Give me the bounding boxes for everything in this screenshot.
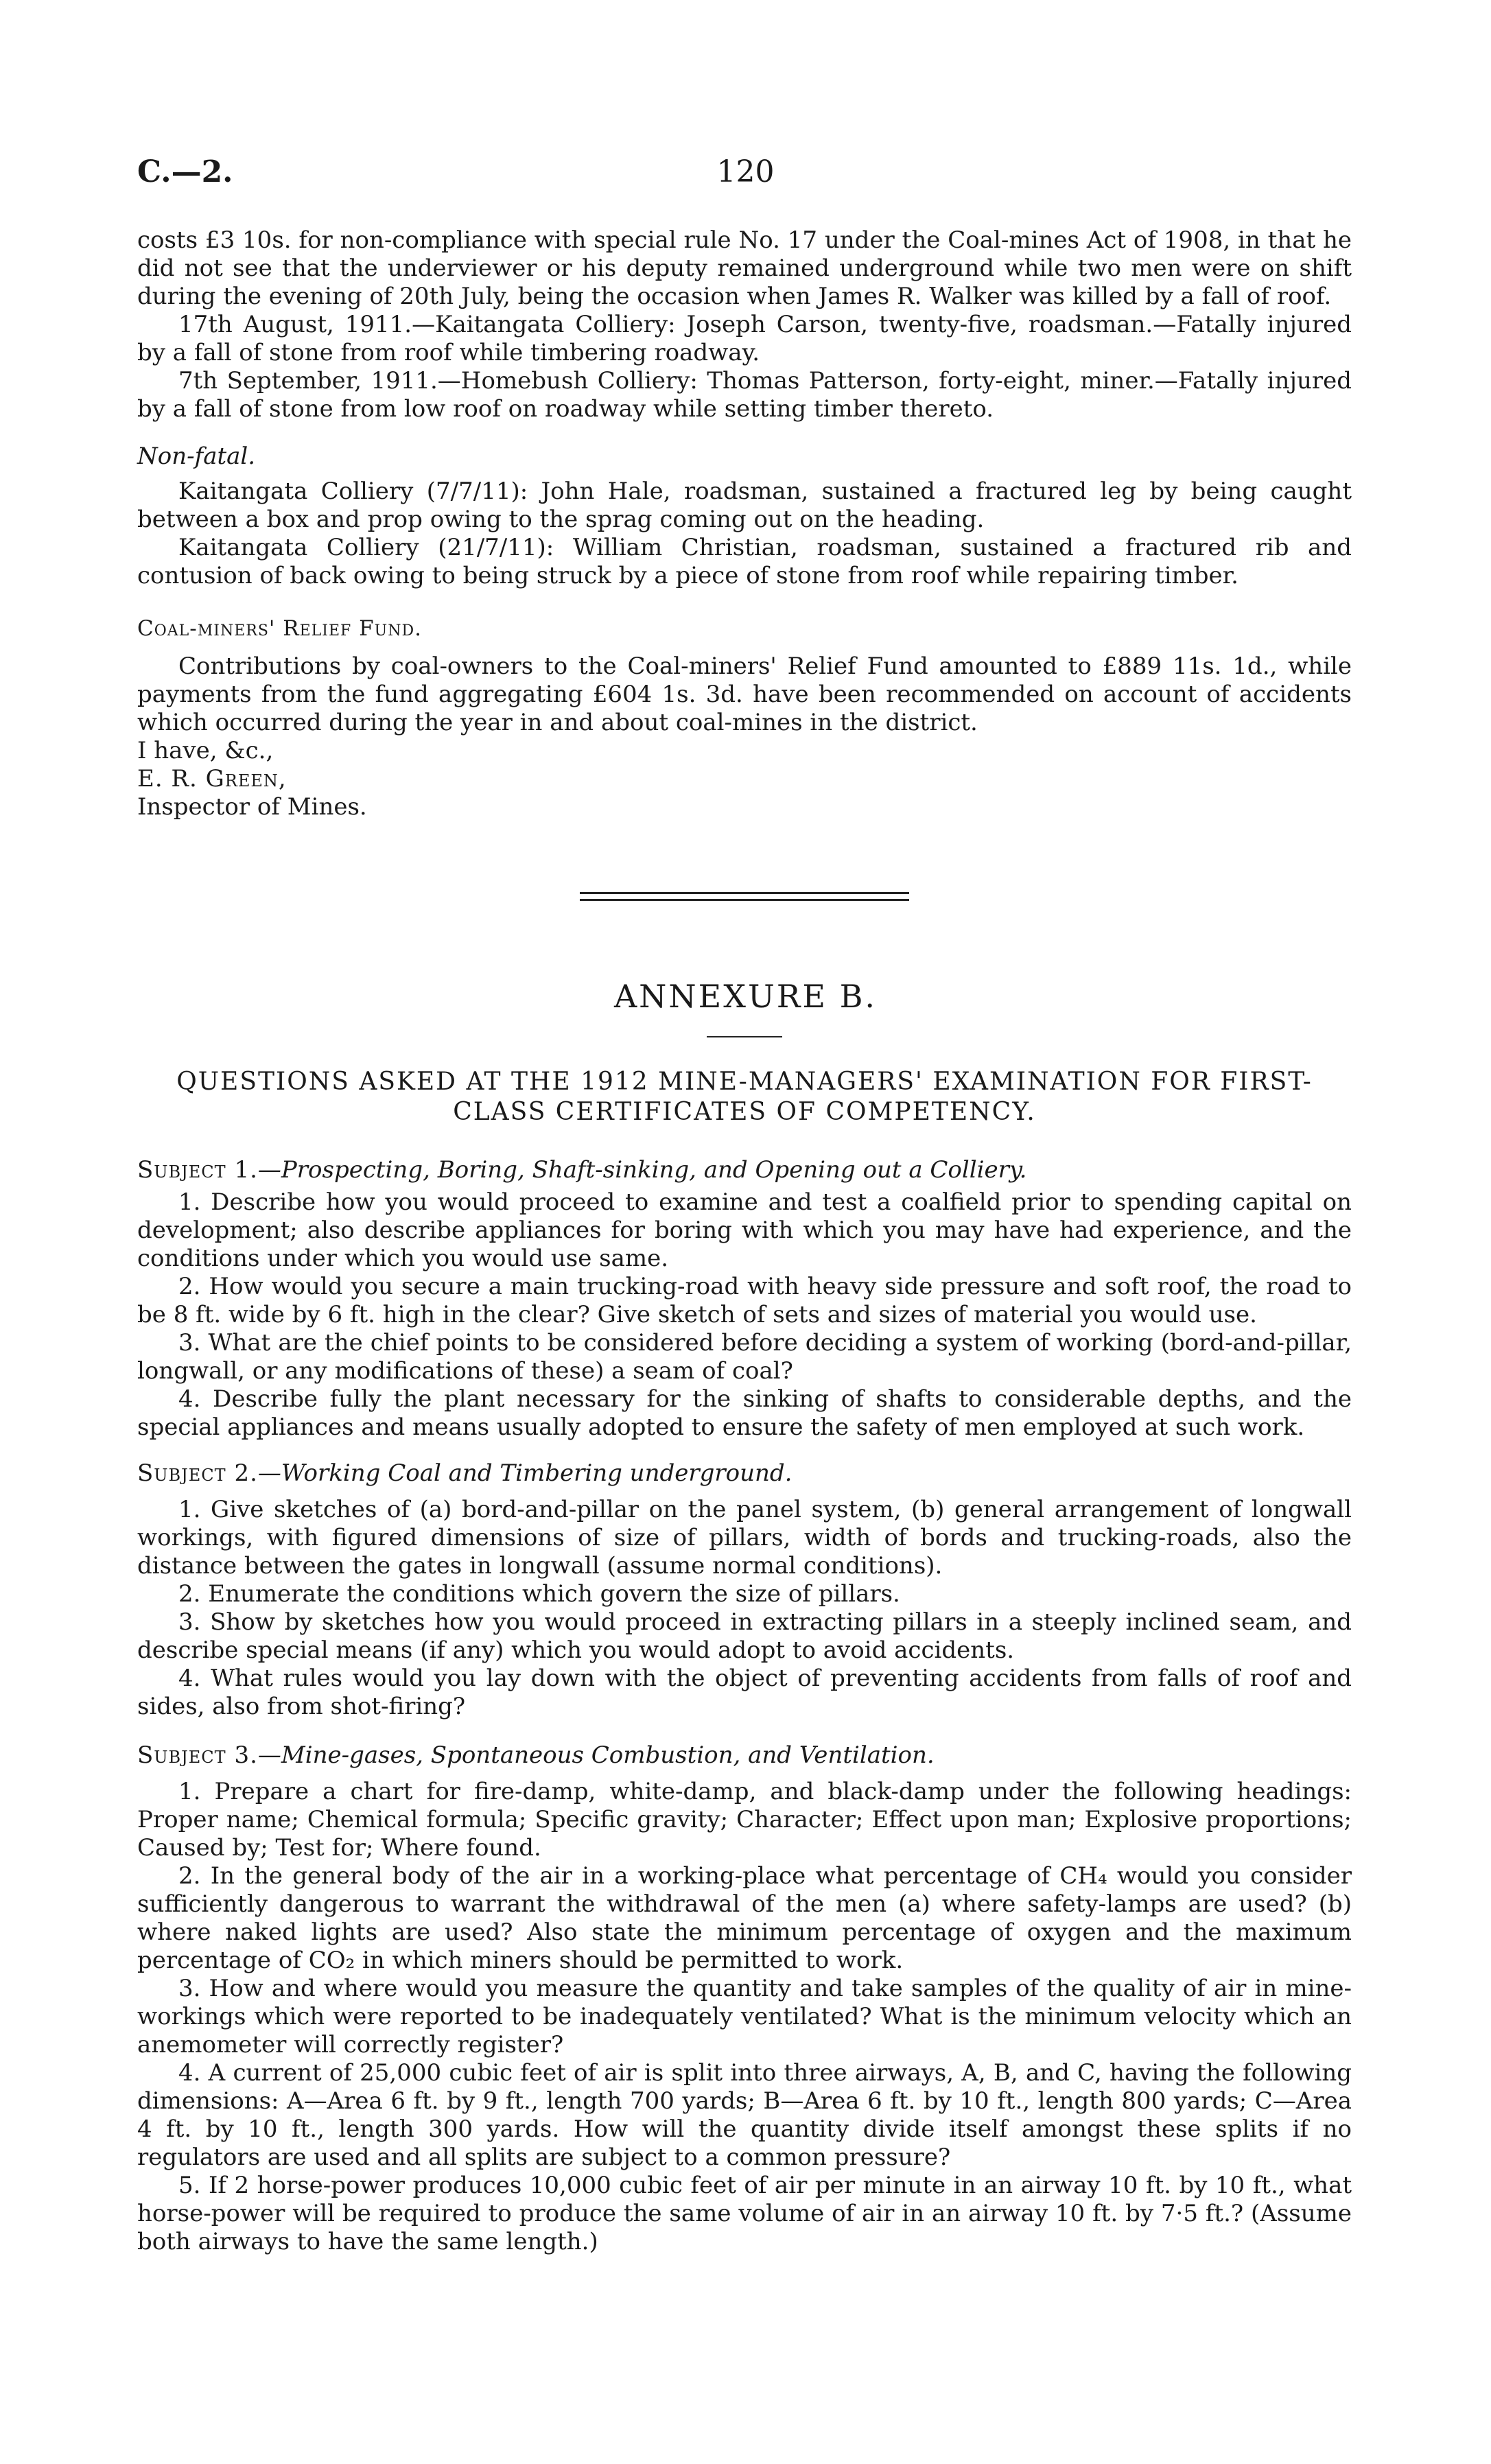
relief-fund-paragraph: Contributions by coal-owners to the Coal-miners' Relief Fund amounted to £889 11s. 1d., while payments from the fund aggregating £604 1s. 3d. have been recommended on account of accidents which occurred during the year in and about coal-mines in the district. [137,653,1352,736]
question: 1. Describe how you would proceed to examine and test a coalfield prior to spending capital on development; also describe appliances for boring with which you may have had experience, and the conditions under which you would use same. [137,1188,1352,1272]
page-number: 120 [716,154,775,189]
signatory-role: Inspector of Mines. [137,793,367,821]
report-body [137,226,1352,821]
question: 1. Give sketches of (a) bord-and-pillar on the panel system, (b) general arrangement of longwall workings, with figured dimensions of size of pillars, width of bords and trucking-roads, also the distance between the gates in longwall (assume normal conditions). [137,1496,1352,1580]
question: 2. Enumerate the conditions which govern the size of pillars. [178,1580,900,1608]
question: 3. Show by sketches how you would proceed in extracting pillars in a steeply inclined seam, and describe special means (if any) which you would adopt to avoid accidents. [137,1608,1352,1664]
heading-underline [707,1036,782,1037]
subject-label: Subject 1. [137,1156,258,1184]
section-divider [580,899,909,901]
question: 4. Describe fully the plant necessary for the sinking of shafts to considerable depths, and the special appliances and means usually adopted to ensure the safety of men employed at such work. [137,1385,1352,1441]
page-header [137,154,1354,202]
relief-fund-heading: Coal-miners' Relief Fund. [137,616,422,641]
nonfatal-accident-entry: Kaitangata Colliery (7/7/11): John Hale, roadsman, sustained a fractured leg by being caught between a box and prop owing to the sprag coming out on the heading. [137,478,1352,533]
exam-questions [137,1156,1352,2256]
subject-label: Subject 2. [137,1459,258,1487]
question: 4. What rules would you lay down with the object of preventing accidents from falls of roof and sides, also from shot-firing? [137,1665,1352,1720]
question: 3. What are the chief points to be considered before deciding a system of working (bord-and-pillar, longwall, or any modifications of these) a seam of coal? [137,1329,1352,1385]
question: 1. Prepare a chart for fire-damp, white-damp, and black-damp under the following headings: Proper name; Chemical formula; Specific gravity; Character; Effect upon man; Explosive proportions; Caused by; Test for; Where found. [137,1778,1352,1862]
signatory-name: E. R. Green, [137,765,287,793]
question: 3. How and where would you measure the quantity and take samples of the quality of air in mine-workings which were reported to be inadequately ventilated? What is the minimum velocity which an anemometer will correctly register? [137,1975,1352,2058]
closing-salutation: I have, &c., [137,737,274,764]
subject-heading [137,1741,1352,1770]
annexure-heading: ANNEXURE B. [613,978,878,1015]
document-code: C.—2. [137,154,233,189]
section-divider [580,892,909,894]
question: 4. A current of 25,000 cubic feet of air is split into three airways, A, B, and C, having the following dimensions: A—Area 6 ft. by 9 ft., length 700 yards; B—Area 6 ft. by 10 ft., length 800 yards; C—Area 4 ft. by 10 ft., length 300 yards. How will the quantity divide itself amongst these splits if no regulators are used and all splits are subject to a common pressure? [137,2059,1352,2171]
question: 5. If 2 horse-power produces 10,000 cubic feet of air per minute in an airway 10 ft. by 10 ft., what horse-power will be required to produce the same volume of air in an airway 10 ft. by 7·5 ft.? (Assume both airways to have the same length.) [137,2172,1352,2255]
subject-heading [137,1459,1352,1488]
subject-title: —Prospecting, Boring, Shaft-sinking, and Opening out a Colliery. [257,1156,1027,1184]
fatal-accident-entry: 7th September, 1911.—Homebush Colliery: Thomas Patterson, forty-eight, miner.—Fatally injured by a fall of stone from low roof on roadway while setting timber thereto. [137,367,1352,423]
intro-paragraph: costs £3 10s. for non-compliance with special rule No. 17 under the Coal-mines Act of 1908, in that he did not see that the underviewer or his deputy remained underground while two men were on shift during the evening of 20th July, being the occasion when James R. Walker was killed by a fall of roof. [137,226,1352,310]
subject-title: —Mine-gases, Spontaneous Combustion, and Ventilation. [257,1741,935,1769]
nonfatal-accident-entry: Kaitangata Colliery (21/7/11): William Christian, roadsman, sustained a fractured rib and contusion of back owing to being struck by a piece of stone from roof while repairing timber. [137,534,1352,589]
subject-label: Subject 3. [137,1741,258,1769]
fatal-accident-entry: 17th August, 1911.—Kaitangata Colliery: Joseph Carson, twenty-five, roadsman.—Fatally injured by a fall of stone from roof while timbering roadway. [137,311,1352,366]
question: 2. How would you secure a main trucking-road with heavy side pressure and soft roof, the road to be 8 ft. wide by 6 ft. high in the clear? Give sketch of sets and sizes of material you would use. [137,1273,1352,1328]
exam-title: QUESTIONS ASKED AT THE 1912 MINE-MANAGERS' EXAMINATION FOR FIRST-CLASS CERTIFICATES OF COMPETENCY. [176,1068,1313,1126]
subject-title: —Working Coal and Timbering underground. [257,1459,793,1487]
subject-heading [137,1156,1352,1184]
nonfatal-heading: Non-fatal. [137,443,256,470]
question: 2. In the general body of the air in a working-place what percentage of CH₄ would you consider sufficiently dangerous to warrant the withdrawal of the men (a) where safety-lamps are used? (b) where naked lights are used? Also state the minimum percentage of oxygen and the maximum percentage of CO₂ in which miners should be permitted to work. [137,1862,1352,1974]
